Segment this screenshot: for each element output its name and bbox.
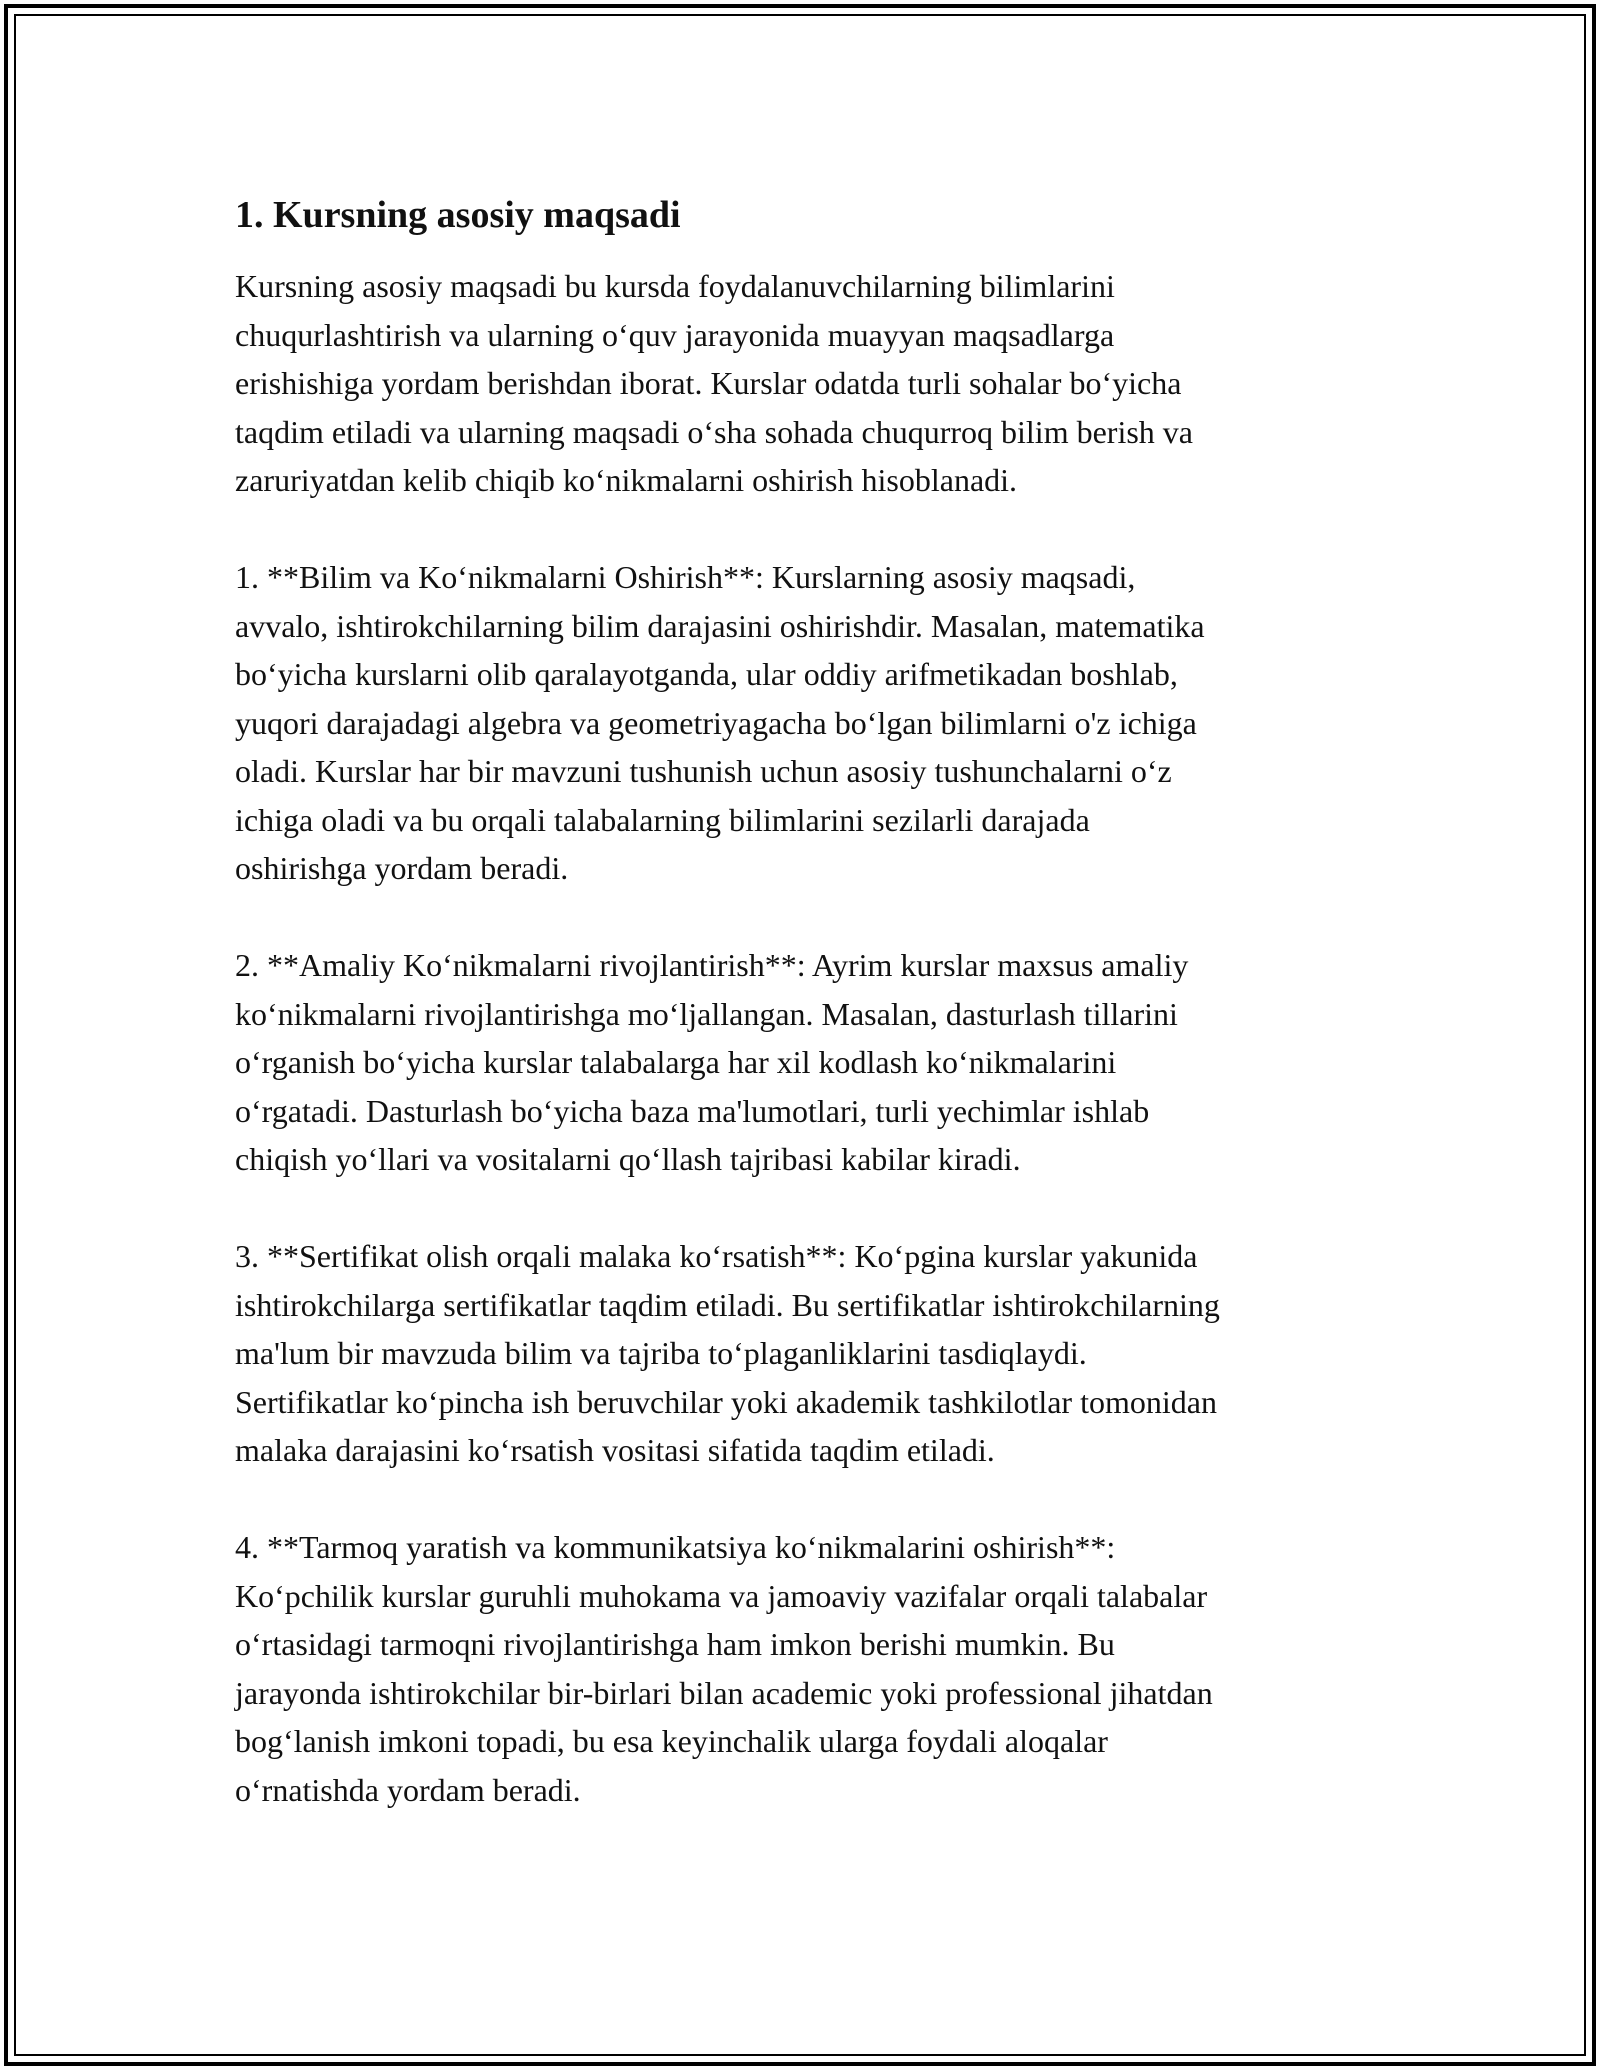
paragraph-line: chuqurlashtirish va ularning o‘quv jarayonida muayyan maqsadlarga: [235, 316, 1115, 353]
paragraph-line: 4. **Tarmoq yaratish va kommunikatsiya ko‘nikmalarini oshirish**:: [235, 1529, 1116, 1565]
document-content: [235, 188, 1375, 1863]
paragraph-line: chiqish yo‘llari va vositalarni qo‘llash tajribasi kabilar kiradi.: [235, 1141, 1021, 1177]
paragraph-line: malaka darajasini ko‘rsatish vositasi sifatida taqdim etiladi.: [235, 1432, 995, 1468]
section-heading: 1. Kursning asosiy maqsadi: [235, 194, 681, 236]
paragraph-line: bog‘lanish imkoni topadi, bu esa keyinchalik ularga foydali aloqalar: [235, 1723, 1108, 1759]
paragraph-line: zaruriyatdan kelib chiqib ko‘nikmalarni oshirish hisoblanadi.: [235, 462, 1018, 498]
paragraph-line: 1. **Bilim va Ko‘nikmalarni Oshirish**: Kurslarning asosiy maqsadi,: [235, 559, 1136, 595]
paragraph-line: oladi. Kurslar har bir mavzuni tushunish uchun asosiy tushunchalarni o‘z: [235, 753, 1172, 789]
paragraph-line: o‘rnatishda yordam beradi.: [235, 1771, 581, 1808]
paragraph-line: avvalo, ishtirokchilarning bilim darajasini oshirishdir. Masalan, matematika: [235, 607, 1205, 644]
paragraph-line: ma'lum bir mavzuda bilim va tajriba to‘plaganliklarini tasdiqlaydi.: [235, 1335, 1087, 1371]
paragraph-line: Ko‘pchilik kurslar guruhli muhokama va jamoaviy vazifalar orqali talabalar: [235, 1577, 1208, 1614]
point-3-paragraph: [235, 1232, 1375, 1475]
paragraph-line: Sertifikatlar ko‘pincha ish beruvchilar yoki akademik tashkilotlar tomonidan: [235, 1383, 1217, 1420]
point-1-paragraph: [235, 553, 1375, 893]
paragraph-line: Kursning asosiy maqsadi bu kursda foydalanuvchilarning bilimlarini: [235, 268, 1115, 304]
paragraph-line: jarayonda ishtirokchilar bir-birlari bilan academic yoki professional jihatdan: [235, 1674, 1213, 1711]
point-4-paragraph: [235, 1523, 1375, 1814]
paragraph-line: o‘rganish bo‘yicha kurslar talabalarga har xil kodlash ko‘nikmalarini: [235, 1044, 1117, 1080]
paragraph-line: o‘rgatadi. Dasturlash bo‘yicha baza ma'lumotlari, turli yechimlar ishlab: [235, 1092, 1150, 1129]
paragraph-line: erishishiga yordam berishdan iborat. Kurslar odatda turli sohalar bo‘yicha: [235, 365, 1182, 401]
paragraph-line: taqdim etiladi va ularning maqsadi o‘sha sohada chuqurroq bilim berish va: [235, 413, 1193, 450]
paragraph-line: bo‘yicha kurslarni olib qaralayotganda, ular oddiy arifmetikadan boshlab,: [235, 656, 1178, 692]
paragraph-line: yuqori darajadagi algebra va geometriyagacha bo‘lgan bilimlarni o'z ichiga: [235, 704, 1197, 741]
point-2-paragraph: [235, 941, 1375, 1184]
paragraph-line: o‘rtasidagi tarmoqni rivojlantirishga ham imkon berishi mumkin. Bu: [235, 1626, 1115, 1662]
paragraph-line: ko‘nikmalarni rivojlantirishga mo‘ljallangan. Masalan, dasturlash tillarini: [235, 995, 1178, 1032]
intro-paragraph: [235, 262, 1375, 505]
paragraph-line: oshirishga yordam beradi.: [235, 850, 569, 886]
paragraph-line: 2. **Amaliy Ko‘nikmalarni rivojlantirish**: Ayrim kurslar maxsus amaliy: [235, 947, 1189, 983]
paragraph-line: 3. **Sertifikat olish orqali malaka ko‘rsatish**: Ko‘pgina kurslar yakunida: [235, 1238, 1198, 1274]
paragraph-line: ichiga oladi va bu orqali talabalarning bilimlarini sezilarli darajada: [235, 801, 1090, 838]
paragraph-line: ishtirokchilarga sertifikatlar taqdim etiladi. Bu sertifikatlar ishtirokchilarning: [235, 1286, 1220, 1323]
